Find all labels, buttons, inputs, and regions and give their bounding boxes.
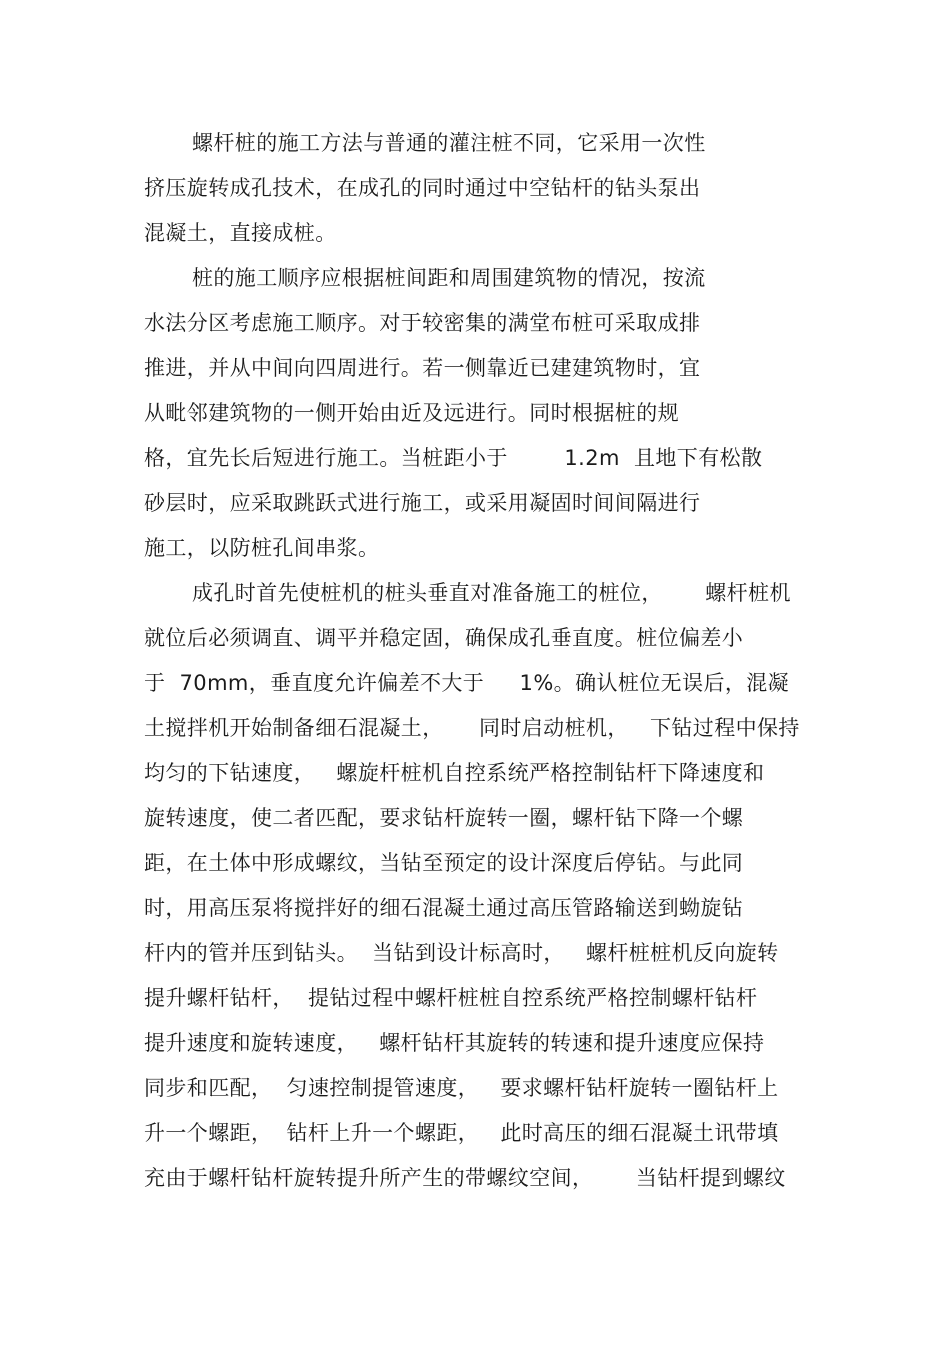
text-line: 就位后必须调直、调平并稳定固，确保成孔垂直度。桩位偏差小	[144, 626, 744, 650]
text-line: 时，用高压泵将搅拌好的细石混凝土通过高压管路输送到蚴旋钻	[144, 896, 744, 920]
text-line: 桩的施工顺序应根据桩间距和周围建筑物的情况，按流	[192, 266, 706, 290]
text-line: 于 70mm，垂直度允许偏差不大于 1%。确认桩位无误后，混凝	[144, 671, 790, 695]
text-line: 同步和匹配， 匀速控制提管速度， 要求螺杆钻杆旋转一圈钻杆上	[144, 1076, 779, 1100]
text-line: 杆内的管并压到钻头。 当钻到设计标高时， 螺杆桩桩机反向旋转	[144, 941, 779, 965]
text-line: 均匀的下钻速度， 螺旋杆桩机自控系统严格控制钻杆下降速度和	[144, 761, 765, 785]
text-line: 成孔时首先使桩机的桩头垂直对准备施工的桩位， 螺杆桩机	[192, 581, 791, 605]
text-line: 升一个螺距， 钻杆上升一个螺距， 此时高压的细石混凝土讯带填	[144, 1121, 779, 1145]
text-line: 距，在土体中形成螺纹，当钻至预定的设计深度后停钻。与此同	[144, 851, 744, 875]
text-line: 提升螺杆钻杆， 提钻过程中螺杆桩桩自控系统严格控制螺杆钻杆	[144, 986, 758, 1010]
text-line: 充由于螺杆钻杆旋转提升所产生的带螺纹空间， 当钻杆提到螺纹	[144, 1166, 786, 1190]
text-line: 从毗邻建筑物的一侧开始由近及远进行。同时根据桩的规	[144, 401, 679, 425]
text-line: 提升速度和旋转速度， 螺杆钻杆其旋转的转速和提升速度应保持	[144, 1031, 765, 1055]
text-line: 施工，以防桩孔间串浆。	[144, 536, 380, 560]
text-line: 挤压旋转成孔技术，在成孔的同时通过中空钻杆的钻头泵出	[144, 176, 701, 200]
text-line: 土搅拌机开始制备细石混凝土， 同时启动桩机， 下钻过程中保持	[144, 716, 800, 740]
text-line: 螺杆桩的施工方法与普通的灌注桩不同，它采用一次性	[192, 131, 706, 155]
text-line: 推进，并从中间向四周进行。若一侧靠近已建建筑物时，宜	[144, 356, 701, 380]
text-line: 水法分区考虑施工顺序。对于较密集的满堂布桩可采取成排	[144, 311, 701, 335]
text-line: 砂层时，应采取跳跃式进行施工，或采用凝固时间间隔进行	[144, 491, 701, 515]
text-line: 混凝土，直接成桩。	[144, 221, 337, 245]
text-line: 格，宜先长后短进行施工。当桩距小于 1.2m 且地下有松散	[144, 446, 763, 470]
text-line: 旋转速度，使二者匹配，要求钻杆旋转一圈，螺杆钻下降一个螺	[144, 806, 744, 830]
